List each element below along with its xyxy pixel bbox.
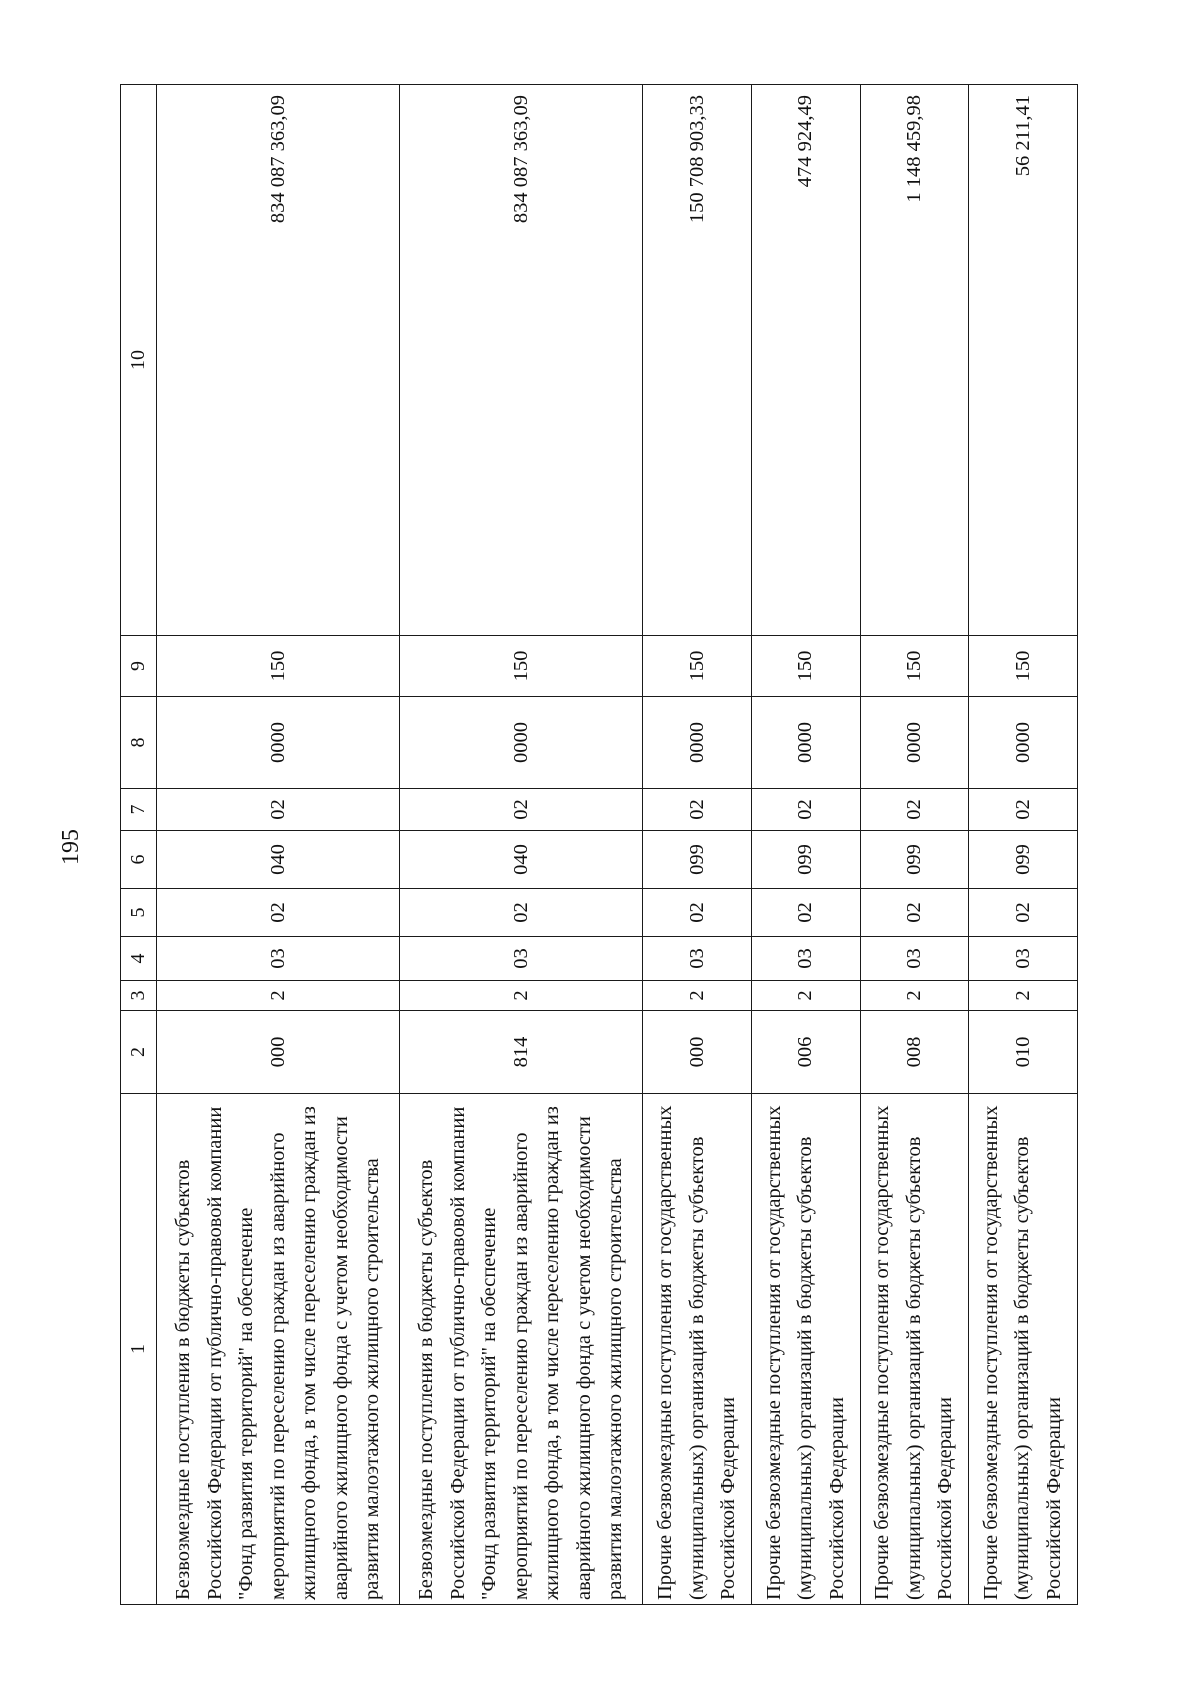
- code-cell: 2: [752, 981, 861, 1011]
- code-cell: 03: [752, 937, 861, 981]
- page-number: 195: [58, 829, 84, 865]
- code-cell: 02: [157, 889, 400, 937]
- code-cell: 150: [400, 636, 643, 697]
- code-cell: 02: [400, 789, 643, 831]
- code-cell: 02: [969, 789, 1078, 831]
- code-cell: 0000: [860, 697, 969, 789]
- column-header: 2: [121, 1011, 157, 1094]
- admin-code-cell: 000: [157, 1011, 400, 1094]
- code-cell: 2: [157, 981, 400, 1011]
- code-cell: 0000: [400, 697, 643, 789]
- code-cell: 150: [969, 636, 1078, 697]
- row-description: Прочие безвозмездные поступления от государственных (муниципальных) организаций в бюджеты субъектов Российской Федерации: [752, 1094, 861, 1605]
- budget-revenue-table: [120, 84, 1078, 1605]
- code-cell: 099: [969, 831, 1078, 889]
- admin-code-cell: 814: [400, 1011, 643, 1094]
- table-row: [969, 85, 1078, 1605]
- admin-code-cell: 000: [643, 1011, 752, 1094]
- table-row: [860, 85, 969, 1605]
- table-row: [400, 85, 643, 1605]
- code-cell: 0000: [157, 697, 400, 789]
- amount-cell: 56 211,41: [969, 85, 1078, 636]
- code-cell: 02: [860, 789, 969, 831]
- code-cell: 02: [752, 889, 861, 937]
- code-cell: 0000: [752, 697, 861, 789]
- code-cell: 02: [643, 789, 752, 831]
- table-row: [157, 85, 400, 1605]
- column-header: 3: [121, 981, 157, 1011]
- header-row: [121, 85, 157, 1605]
- code-cell: 040: [157, 831, 400, 889]
- code-cell: 03: [969, 937, 1078, 981]
- code-cell: 099: [643, 831, 752, 889]
- code-cell: 150: [752, 636, 861, 697]
- admin-code-cell: 008: [860, 1011, 969, 1094]
- amount-cell: 1 148 459,98: [860, 85, 969, 636]
- row-description: Прочие безвозмездные поступления от государственных (муниципальных) организаций в бюджеты субъектов Российской Федерации: [643, 1094, 752, 1605]
- code-cell: 02: [157, 789, 400, 831]
- rotated-table-container: [120, 85, 1078, 1605]
- code-cell: 02: [969, 889, 1078, 937]
- code-cell: 0000: [969, 697, 1078, 789]
- code-cell: 02: [643, 889, 752, 937]
- code-cell: 02: [400, 889, 643, 937]
- code-cell: 02: [752, 789, 861, 831]
- column-header: 1: [121, 1094, 157, 1605]
- code-cell: 2: [400, 981, 643, 1011]
- table-row: [643, 85, 752, 1605]
- code-cell: 02: [860, 889, 969, 937]
- code-cell: 150: [860, 636, 969, 697]
- code-cell: 150: [643, 636, 752, 697]
- admin-code-cell: 006: [752, 1011, 861, 1094]
- column-header: 6: [121, 831, 157, 889]
- column-header: 4: [121, 937, 157, 981]
- code-cell: 03: [860, 937, 969, 981]
- column-header: 7: [121, 789, 157, 831]
- code-cell: 099: [752, 831, 861, 889]
- row-description: Безвозмездные поступления в бюджеты субъектов Российской Федерации от публично-правовой компании "Фонд развития территорий" на обеспечение мероприятий по переселению граждан из аварийного жилищного фонда, в том числе переселению граждан из аварийного жилищного фонда с учетом необходимости развития малоэтажного жилищного строительства: [157, 1094, 400, 1605]
- code-cell: 150: [157, 636, 400, 697]
- code-cell: 040: [400, 831, 643, 889]
- column-header: 9: [121, 636, 157, 697]
- code-cell: 2: [969, 981, 1078, 1011]
- column-header: 10: [121, 85, 157, 636]
- row-description: Прочие безвозмездные поступления от государственных (муниципальных) организаций в бюджеты субъектов Российской Федерации: [860, 1094, 969, 1605]
- code-cell: 099: [860, 831, 969, 889]
- code-cell: 0000: [643, 697, 752, 789]
- amount-cell: 150 708 903,33: [643, 85, 752, 636]
- row-description: Безвозмездные поступления в бюджеты субъектов Российской Федерации от публично-правовой компании "Фонд развития территорий" на обеспечение мероприятий по переселению граждан из аварийного жилищного фонда, в том числе переселению граждан из аварийного жилищного фонда с учетом необходимости развития малоэтажного жилищного строительства: [400, 1094, 643, 1605]
- code-cell: 03: [643, 937, 752, 981]
- column-header: 5: [121, 889, 157, 937]
- table-row: [752, 85, 861, 1605]
- amount-cell: 834 087 363,09: [400, 85, 643, 636]
- column-header: 8: [121, 697, 157, 789]
- amount-cell: 474 924,49: [752, 85, 861, 636]
- code-cell: 03: [400, 937, 643, 981]
- code-cell: 2: [860, 981, 969, 1011]
- admin-code-cell: 010: [969, 1011, 1078, 1094]
- code-cell: 03: [157, 937, 400, 981]
- code-cell: 2: [643, 981, 752, 1011]
- amount-cell: 834 087 363,09: [157, 85, 400, 636]
- row-description: Прочие безвозмездные поступления от государственных (муниципальных) организаций в бюджеты субъектов Российской Федерации: [969, 1094, 1078, 1605]
